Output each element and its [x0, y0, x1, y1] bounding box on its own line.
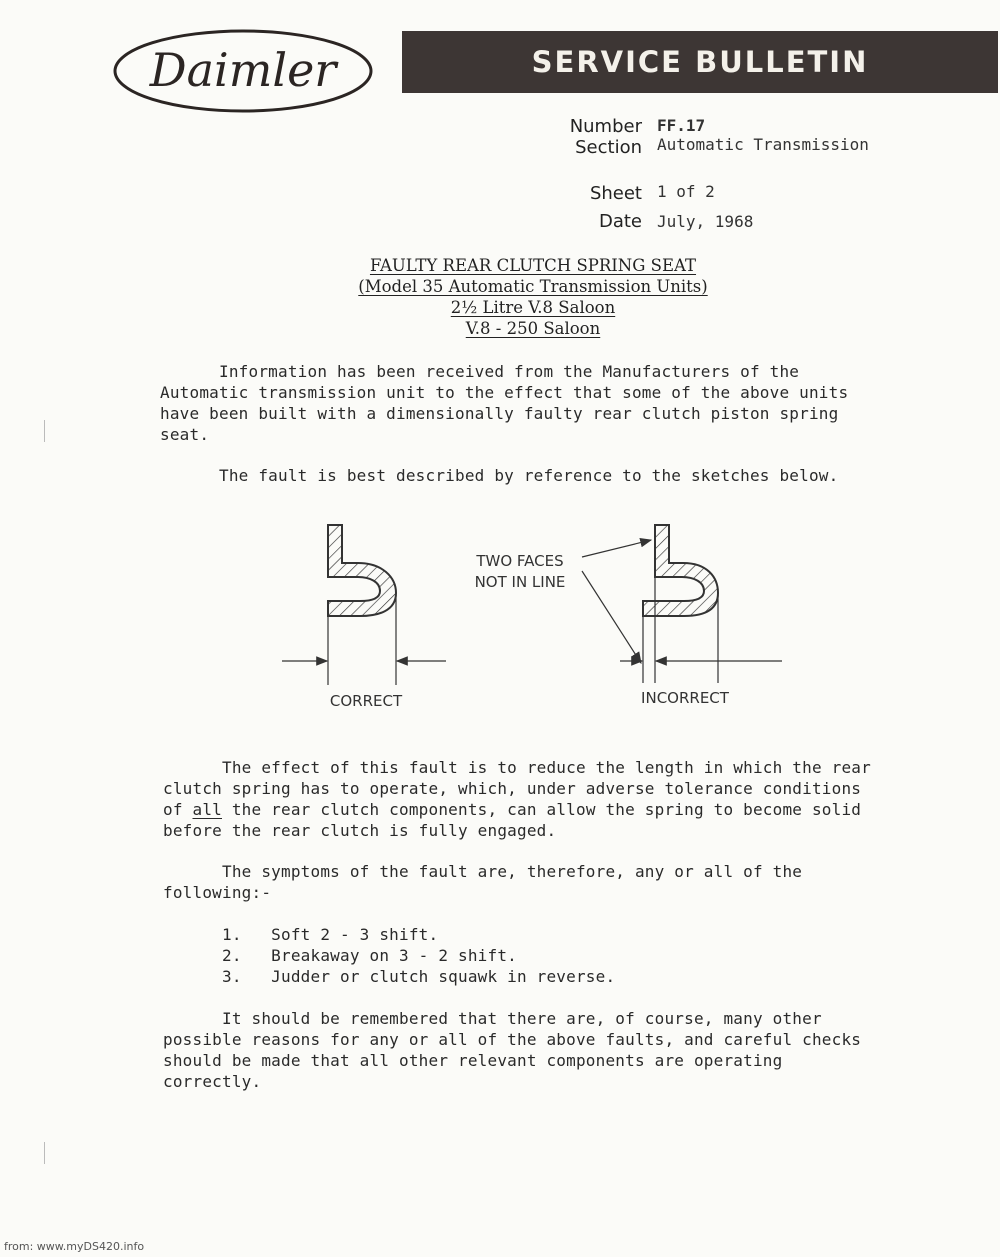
sheet-value: 1 of 2 — [657, 182, 715, 201]
list-item: 1. Soft 2 - 3 shift. — [163, 925, 439, 944]
title-line-3: 2½ Litre V.8 Saloon — [450, 298, 616, 317]
scan-mark — [44, 1142, 45, 1164]
paragraph-effect: The effect of this fault is to reduce the length in which the rear clutch spring has to operate, which, under adverse tolerance conditions of all the rear clutch components, can allow the spring to become solid before the rear clutch is fully engaged. — [163, 758, 871, 840]
date-value: July, 1968 — [657, 212, 754, 231]
paragraph-intro: Information has been received from the Manufacturers of the Automatic transmission unit to the effect that some of the above units have been built with a dimensionally faulty rear clutch piston spring seat. — [160, 362, 849, 444]
correct-sketch — [282, 525, 446, 710]
correct-label: CORRECT — [329, 692, 403, 710]
paragraph-symptoms: The symptoms of the fault are, therefore, any or all of the following:- — [163, 862, 803, 902]
callout-line-2: NOT IN LINE — [474, 573, 566, 591]
title-line-4: V.8 - 250 Saloon — [465, 319, 601, 338]
section-value: Automatic Transmission — [657, 135, 869, 154]
date-label: Date — [598, 211, 642, 232]
paragraph-sketch-ref: The fault is best described by reference to the sketches below. — [160, 466, 839, 485]
number-value: FF.17 — [657, 116, 706, 135]
number-label: Number — [569, 116, 642, 137]
section-label: Section — [575, 137, 642, 158]
list-item: 3. Judder or clutch squawk in reverse. — [163, 967, 616, 986]
title-line-1: FAULTY REAR CLUTCH SPRING SEAT — [369, 256, 697, 275]
underlined-all: all — [192, 800, 222, 819]
incorrect-label: INCORRECT — [641, 689, 729, 707]
scan-mark — [44, 420, 45, 442]
service-bulletin-banner — [402, 31, 998, 93]
banner-title: SERVICE BULLETIN — [531, 45, 869, 79]
source-watermark: from: www.myDS420.info — [4, 1240, 145, 1253]
symptom-list — [163, 924, 615, 987]
spring-seat-diagram — [270, 515, 800, 720]
sheet-label: Sheet — [589, 183, 642, 204]
list-item: 2. Breakaway on 3 - 2 shift. — [163, 946, 517, 965]
callout-line-1: TWO FACES — [476, 552, 564, 570]
logo-text: Daimler — [149, 43, 337, 97]
paragraph-remember: It should be remembered that there are, of course, many other possible reasons for any or all of the above faults, and careful checks should be made that all other relevant components are operating correctly. — [163, 1009, 862, 1091]
title-line-2: (Model 35 Automatic Transmission Units) — [358, 277, 708, 296]
daimler-logo — [112, 28, 374, 114]
incorrect-sketch — [475, 525, 782, 707]
